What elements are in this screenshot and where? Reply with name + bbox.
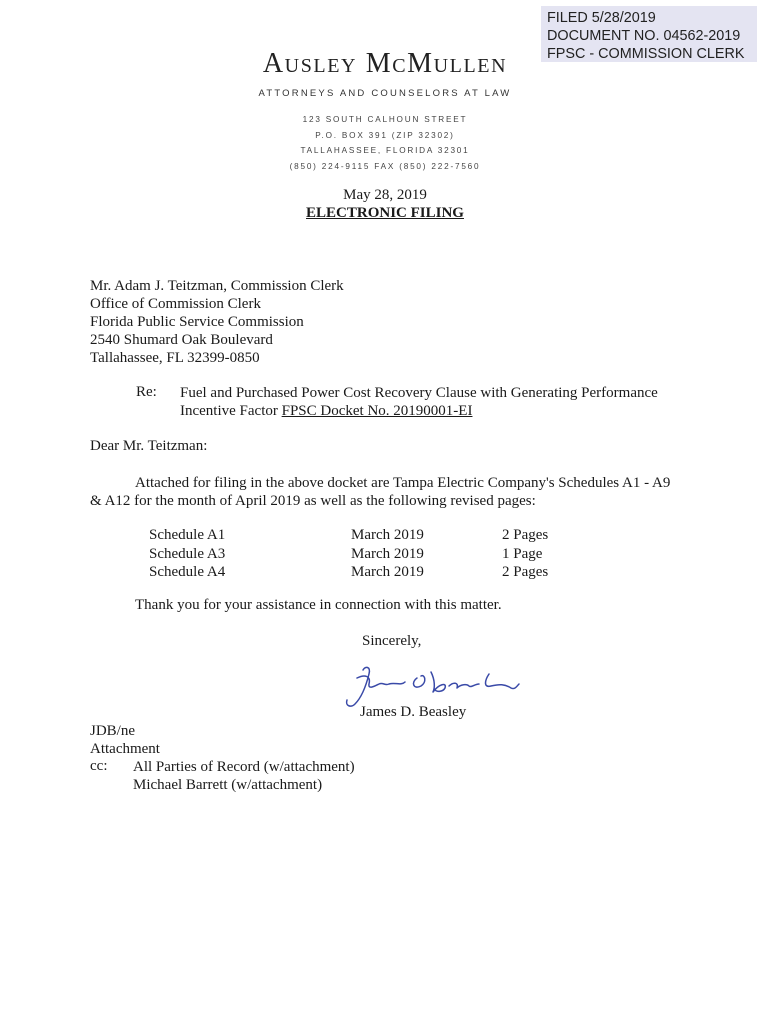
schedule-pages: 2 Pages [502,527,549,543]
schedule-month: March 2019 [351,527,424,543]
stamp-document-number: DOCUMENT NO. 04562-2019 [547,28,741,44]
stamp-clerk: FPSC - COMMISSION CLERK [547,46,745,62]
filing-type-text: ELECTRONIC FILING [306,205,464,221]
schedule-month: March 2019 [351,564,424,580]
initials-block [90,722,160,758]
handwritten-signature [335,660,525,710]
schedule-pages: 1 Page [502,545,543,562]
schedule-list [149,526,569,582]
schedule-name: Schedule A3 [149,545,226,562]
filing-type [0,205,770,222]
attachment-note: Attachment [90,741,160,757]
salutation: Dear Mr. Teitzman: [90,438,208,454]
firm-address [0,112,770,174]
recipient-line: Mr. Adam J. Teitzman, Commission Clerk [90,278,344,294]
cc-item: Michael Barrett (w/attachment) [133,777,323,793]
docket-number: FPSC Docket No. 20190001-EI [281,403,473,419]
schedule-month: March 2019 [351,545,424,562]
cc-label: cc: [90,758,108,774]
thanks-line: Thank you for your assistance in connection with this matter. [135,597,502,613]
schedule-row [149,545,569,564]
cc-list [133,758,355,794]
signer-name: James D. Beasley [360,704,467,720]
address-line: P.O. BOX 391 (ZIP 32302) [315,130,455,140]
re-line: Fuel and Purchased Power Cost Recovery Clause with Generating Performance [180,385,658,401]
recipient-line: 2540 Shumard Oak Boulevard [90,332,273,348]
body-line: Attached for filing in the above docket are Tampa Electric Company's Schedules A1 - A9 [135,475,671,491]
recipient-address [90,277,344,367]
typist-initials: JDB/ne [90,723,135,739]
recipient-line: Office of Commission Clerk [90,296,261,312]
stamp-filed-date: FILED 5/28/2019 [547,10,656,26]
body-paragraph [90,474,700,510]
address-line: TALLAHASSEE, FLORIDA 32301 [300,146,470,155]
schedule-name: Schedule A1 [149,527,226,543]
re-prefix: Incentive Factor [180,403,282,419]
firm-tagline: ATTORNEYS AND COUNSELORS AT LAW [258,88,512,99]
body-line: & A12 for the month of April 2019 as well as the following revised pages: [90,493,536,509]
recipient-line: Tallahassee, FL 32399-0850 [90,350,260,366]
address-line: 123 SOUTH CALHOUN STREET [302,115,468,124]
letter-date: May 28, 2019 [343,187,427,203]
schedule-row [149,563,569,582]
recipient-line: Florida Public Service Commission [90,314,304,330]
re-label: Re: [136,384,157,400]
cc-item: All Parties of Record (w/attachment) [133,759,355,775]
re-line [180,402,700,420]
schedule-name: Schedule A4 [149,564,226,580]
re-subject [180,384,700,420]
closing: Sincerely, [362,633,422,649]
schedule-pages: 2 Pages [502,564,549,580]
schedule-row [149,526,569,545]
firm-name: Ausley McMullen [262,48,508,79]
address-line: (850) 224-9115 FAX (850) 222-7560 [289,161,481,171]
